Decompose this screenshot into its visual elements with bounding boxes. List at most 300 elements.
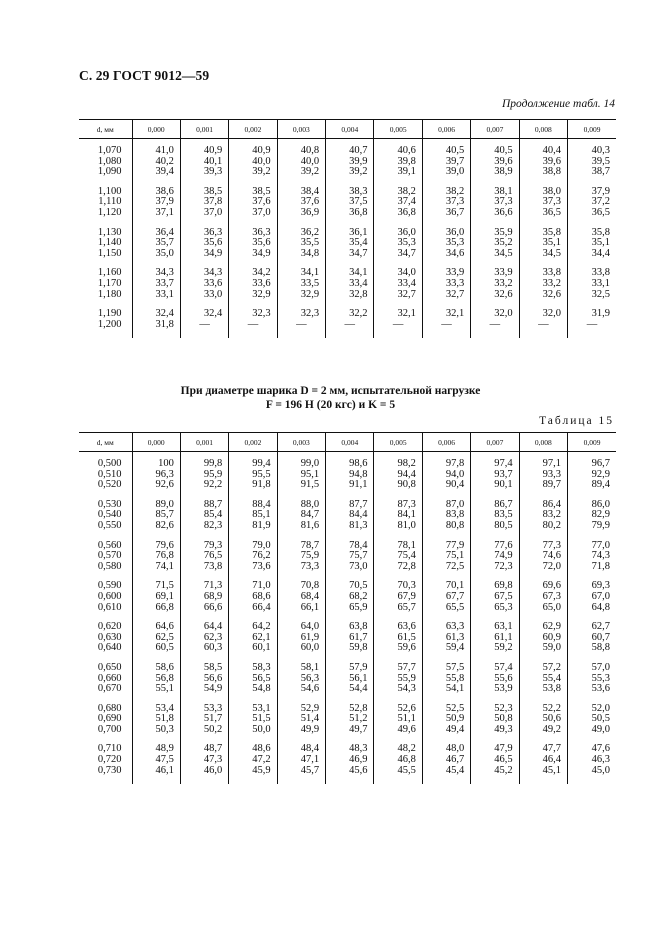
table-row xyxy=(79,178,616,198)
hardness-cell: 66,4 xyxy=(229,603,277,614)
hardness-cell: 48,3 xyxy=(326,735,374,755)
hardness-cell: 87,7 xyxy=(326,491,374,511)
hardness-cell: 35,9 xyxy=(471,219,519,239)
diameter-cell: 1,170 xyxy=(97,277,122,289)
hardness-cell: 40,3 xyxy=(568,139,616,157)
hardness-cell: 67,7 xyxy=(422,592,470,603)
table-row xyxy=(79,725,616,736)
hardness-cell: 54,1 xyxy=(422,684,470,695)
hardness-cell: 62,1 xyxy=(229,633,277,644)
hardness-cell: — xyxy=(374,320,422,339)
hardness-cell: 36,3 xyxy=(180,219,228,239)
hardness-cell: 58,8 xyxy=(568,643,616,654)
hardness-cell: 58,3 xyxy=(229,654,277,674)
hardness-cell: 66,6 xyxy=(180,603,228,614)
hardness-cell: 34,1 xyxy=(326,259,374,279)
hardness-cell: 32,8 xyxy=(326,290,374,301)
table-row xyxy=(79,452,616,470)
hardness-cell: 59,8 xyxy=(326,643,374,654)
hardness-cell: 38,8 xyxy=(519,167,567,178)
hardness-cell: 100 xyxy=(132,452,180,470)
table-row xyxy=(79,300,616,320)
column-header: 0,006 xyxy=(422,433,470,452)
hardness-cell: 35,3 xyxy=(422,238,470,249)
hardness-cell: 56,8 xyxy=(132,674,180,685)
column-header: 0,003 xyxy=(277,433,325,452)
hardness-cell: 67,0 xyxy=(568,592,616,603)
hardness-cell: 54,8 xyxy=(229,684,277,695)
hardness-cell: 50,9 xyxy=(422,714,470,725)
hardness-cell: 52,5 xyxy=(422,695,470,715)
hardness-cell: 61,9 xyxy=(277,633,325,644)
hardness-cell: 39,7 xyxy=(422,157,470,168)
hardness-cell: 34,0 xyxy=(374,259,422,279)
hardness-cell: 47,1 xyxy=(277,755,325,766)
column-header-diameter: d, мм xyxy=(79,433,132,452)
hardness-cell: 99,8 xyxy=(180,452,228,470)
hardness-cell: 39,6 xyxy=(519,157,567,168)
diameter-cell: 0,540 xyxy=(97,509,122,521)
hardness-cell: 65,9 xyxy=(326,603,374,614)
table-row xyxy=(79,603,616,614)
hardness-cell: 80,8 xyxy=(422,521,470,532)
table-row xyxy=(79,735,616,755)
hardness-cell: 88,0 xyxy=(277,491,325,511)
hardness-cell: 51,4 xyxy=(277,714,325,725)
hardness-cell: 47,5 xyxy=(132,755,180,766)
hardness-cell: 36,0 xyxy=(374,219,422,239)
hardness-cell: 61,5 xyxy=(374,633,422,644)
hardness-cell: 49,9 xyxy=(277,725,325,736)
hardness-cell: 74,6 xyxy=(519,551,567,562)
hardness-cell: 54,9 xyxy=(180,684,228,695)
hardness-cell: 76,2 xyxy=(229,551,277,562)
hardness-cell: 98,2 xyxy=(374,452,422,470)
hardness-cell: 78,1 xyxy=(374,532,422,552)
hardness-cell: 93,3 xyxy=(519,470,567,481)
hardness-cell: 40,8 xyxy=(277,139,325,157)
hardness-cell: 48,2 xyxy=(374,735,422,755)
page-header: С. 29 ГОСТ 9012—59 xyxy=(79,68,210,83)
column-header-diameter: d, мм xyxy=(79,120,132,139)
hardness-cell: 37,9 xyxy=(568,178,616,198)
hardness-cell: 37,2 xyxy=(568,197,616,208)
hardness-cell: 89,0 xyxy=(132,491,180,511)
hardness-cell: 34,4 xyxy=(568,249,616,260)
hardness-cell: 79,3 xyxy=(180,532,228,552)
hardness-cell: 73,6 xyxy=(229,562,277,573)
hardness-cell: — xyxy=(471,320,519,339)
hardness-cell: 46,1 xyxy=(132,766,180,785)
hardness-cell: 73,0 xyxy=(326,562,374,573)
hardness-cell: 36,2 xyxy=(277,219,325,239)
hardness-cell: 95,5 xyxy=(229,470,277,481)
hardness-table-14 xyxy=(79,119,616,338)
diameter-cell: 1,110 xyxy=(98,196,122,208)
table-row xyxy=(79,654,616,674)
hardness-cell: 39,2 xyxy=(229,167,277,178)
diameter-cell: 1,120 xyxy=(97,206,122,218)
table-row xyxy=(79,572,616,592)
hardness-cell: 97,1 xyxy=(519,452,567,470)
hardness-cell: 38,3 xyxy=(326,178,374,198)
hardness-cell: 49,2 xyxy=(519,725,567,736)
hardness-cell: 67,5 xyxy=(471,592,519,603)
hardness-cell: 40,0 xyxy=(277,157,325,168)
hardness-cell: 58,6 xyxy=(132,654,180,674)
column-header: 0,004 xyxy=(326,433,374,452)
hardness-cell: 39,5 xyxy=(568,157,616,168)
hardness-cell: 33,1 xyxy=(132,290,180,301)
hardness-cell: 88,4 xyxy=(229,491,277,511)
hardness-cell: 66,1 xyxy=(277,603,325,614)
hardness-cell: 62,7 xyxy=(568,613,616,633)
hardness-cell: 33,8 xyxy=(568,259,616,279)
hardness-cell: 92,6 xyxy=(132,480,180,491)
table-row xyxy=(79,290,616,301)
hardness-cell: 72,5 xyxy=(422,562,470,573)
hardness-cell: 91,8 xyxy=(229,480,277,491)
hardness-cell: 39,1 xyxy=(374,167,422,178)
hardness-cell: 57,9 xyxy=(326,654,374,674)
table-row xyxy=(79,139,616,157)
hardness-cell: 45,2 xyxy=(471,766,519,785)
hardness-cell: 55,8 xyxy=(422,674,470,685)
hardness-cell: 49,4 xyxy=(422,725,470,736)
hardness-cell: 39,2 xyxy=(326,167,374,178)
hardness-cell: 70,3 xyxy=(374,572,422,592)
hardness-cell: 86,4 xyxy=(519,491,567,511)
hardness-cell: 51,5 xyxy=(229,714,277,725)
table-row xyxy=(79,208,616,219)
hardness-cell: 38,2 xyxy=(374,178,422,198)
hardness-cell: 39,3 xyxy=(180,167,228,178)
hardness-cell: — xyxy=(229,320,277,339)
hardness-cell: 31,8 xyxy=(132,320,180,339)
hardness-cell: 33,4 xyxy=(374,279,422,290)
hardness-cell: 81,6 xyxy=(277,521,325,532)
hardness-cell: 74,1 xyxy=(132,562,180,573)
table-header-row xyxy=(79,433,616,452)
hardness-cell: 51,2 xyxy=(326,714,374,725)
hardness-cell: 50,5 xyxy=(568,714,616,725)
hardness-cell: 34,5 xyxy=(471,249,519,260)
hardness-cell: 33,2 xyxy=(519,279,567,290)
hardness-cell: 99,4 xyxy=(229,452,277,470)
hardness-cell: 72,3 xyxy=(471,562,519,573)
diameter-cell: 0,530 xyxy=(97,498,122,510)
hardness-cell: 57,2 xyxy=(519,654,567,674)
hardness-cell: 91,5 xyxy=(277,480,325,491)
hardness-cell: 36,0 xyxy=(422,219,470,239)
hardness-cell: 81,9 xyxy=(229,521,277,532)
table-row xyxy=(79,320,616,339)
hardness-cell: 57,7 xyxy=(374,654,422,674)
diameter-cell: 1,140 xyxy=(97,237,122,249)
hardness-cell: 56,5 xyxy=(229,674,277,685)
hardness-cell: 59,2 xyxy=(471,643,519,654)
diameter-cell: 0,620 xyxy=(97,621,122,633)
hardness-cell: 69,8 xyxy=(471,572,519,592)
hardness-cell: 33,6 xyxy=(229,279,277,290)
diameter-cell: 0,660 xyxy=(97,672,122,684)
hardness-cell: 90,4 xyxy=(422,480,470,491)
hardness-cell: 34,1 xyxy=(277,259,325,279)
hardness-cell: 61,3 xyxy=(422,633,470,644)
hardness-cell: 79,9 xyxy=(568,521,616,532)
diameter-cell: 0,560 xyxy=(97,539,122,551)
diameter-cell: 0,610 xyxy=(97,601,122,613)
hardness-cell: 97,8 xyxy=(422,452,470,470)
hardness-cell: 52,3 xyxy=(471,695,519,715)
hardness-cell: 89,4 xyxy=(568,480,616,491)
column-header: 0,009 xyxy=(568,433,616,452)
hardness-cell: 45,4 xyxy=(422,766,470,785)
hardness-cell: 58,1 xyxy=(277,654,325,674)
hardness-cell: 82,3 xyxy=(180,521,228,532)
hardness-cell: 65,5 xyxy=(422,603,470,614)
table-row xyxy=(79,532,616,552)
hardness-cell: 71,5 xyxy=(132,572,180,592)
hardness-cell: 61,1 xyxy=(471,633,519,644)
hardness-cell: 54,6 xyxy=(277,684,325,695)
hardness-cell: 66,8 xyxy=(132,603,180,614)
hardness-cell: 55,4 xyxy=(519,674,567,685)
hardness-cell: 39,0 xyxy=(422,167,470,178)
hardness-cell: 65,0 xyxy=(519,603,567,614)
hardness-cell: 80,5 xyxy=(471,521,519,532)
hardness-cell: 60,3 xyxy=(180,643,228,654)
hardness-cell: 76,8 xyxy=(132,551,180,562)
hardness-cell: 32,7 xyxy=(422,290,470,301)
hardness-cell: 39,8 xyxy=(374,157,422,168)
hardness-cell: 52,0 xyxy=(568,695,616,715)
continuation-note: Продолжение табл. 14 xyxy=(502,98,615,110)
diameter-cell: 0,630 xyxy=(97,631,122,643)
hardness-cell: 33,0 xyxy=(180,290,228,301)
hardness-cell: 60,0 xyxy=(277,643,325,654)
hardness-cell: 52,8 xyxy=(326,695,374,715)
hardness-cell: 61,7 xyxy=(326,633,374,644)
hardness-cell: 84,4 xyxy=(326,510,374,521)
hardness-cell: 54,4 xyxy=(326,684,374,695)
diameter-cell: 1,180 xyxy=(97,288,122,300)
diameter-cell: 0,640 xyxy=(97,642,122,654)
table-row xyxy=(79,684,616,695)
table-row xyxy=(79,219,616,239)
hardness-cell: 34,6 xyxy=(422,249,470,260)
hardness-cell: 38,2 xyxy=(422,178,470,198)
hardness-cell: 37,4 xyxy=(374,197,422,208)
hardness-cell: 33,8 xyxy=(519,259,567,279)
hardness-cell: 59,6 xyxy=(374,643,422,654)
hardness-cell: 50,8 xyxy=(471,714,519,725)
hardness-cell: 47,6 xyxy=(568,735,616,755)
hardness-cell: 77,6 xyxy=(471,532,519,552)
hardness-cell: 54,3 xyxy=(374,684,422,695)
hardness-cell: 64,6 xyxy=(132,613,180,633)
column-header: 0,008 xyxy=(519,120,567,139)
hardness-cell: 81,3 xyxy=(326,521,374,532)
column-header: 0,004 xyxy=(326,120,374,139)
hardness-cell: 52,9 xyxy=(277,695,325,715)
diameter-cell: 0,580 xyxy=(97,560,122,572)
hardness-cell: 71,8 xyxy=(568,562,616,573)
hardness-cell: 31,9 xyxy=(568,300,616,320)
hardness-cell: 99,0 xyxy=(277,452,325,470)
hardness-cell: 35,7 xyxy=(132,238,180,249)
hardness-cell: 32,0 xyxy=(471,300,519,320)
hardness-cell: 72,0 xyxy=(519,562,567,573)
hardness-cell: 45,0 xyxy=(568,766,616,785)
hardness-cell: 33,5 xyxy=(277,279,325,290)
hardness-cell: 38,5 xyxy=(180,178,228,198)
table-row xyxy=(79,562,616,573)
hardness-cell: 83,8 xyxy=(422,510,470,521)
hardness-cell: 32,4 xyxy=(132,300,180,320)
hardness-cell: 94,0 xyxy=(422,470,470,481)
diameter-cell: 1,150 xyxy=(97,247,122,259)
hardness-cell: 71,0 xyxy=(229,572,277,592)
hardness-cell: 37,1 xyxy=(132,208,180,219)
hardness-cell: 39,6 xyxy=(471,157,519,168)
table-row xyxy=(79,643,616,654)
hardness-cell: 87,0 xyxy=(422,491,470,511)
table-header-row xyxy=(79,120,616,139)
hardness-cell: 34,9 xyxy=(229,249,277,260)
column-header: 0,001 xyxy=(180,433,228,452)
hardness-cell: 75,4 xyxy=(374,551,422,562)
hardness-cell: 32,0 xyxy=(519,300,567,320)
hardness-cell: 63,1 xyxy=(471,613,519,633)
hardness-cell: 57,0 xyxy=(568,654,616,674)
hardness-cell: 85,1 xyxy=(229,510,277,521)
hardness-cell: 49,0 xyxy=(568,725,616,736)
hardness-cell: 34,3 xyxy=(180,259,228,279)
diameter-cell: 0,730 xyxy=(97,764,122,776)
diameter-cell: 0,720 xyxy=(97,754,122,766)
hardness-cell: 33,9 xyxy=(422,259,470,279)
hardness-cell: 41,0 xyxy=(132,139,180,157)
hardness-cell: 35,1 xyxy=(568,238,616,249)
hardness-cell: 90,8 xyxy=(374,480,422,491)
hardness-cell: 36,9 xyxy=(277,208,325,219)
hardness-cell: 40,6 xyxy=(374,139,422,157)
hardness-cell: 34,5 xyxy=(519,249,567,260)
hardness-cell: 60,5 xyxy=(132,643,180,654)
hardness-cell: 37,3 xyxy=(422,197,470,208)
hardness-cell: 40,5 xyxy=(422,139,470,157)
column-header: 0,000 xyxy=(132,433,180,452)
hardness-cell: 63,6 xyxy=(374,613,422,633)
hardness-cell: 69,1 xyxy=(132,592,180,603)
hardness-cell: 51,8 xyxy=(132,714,180,725)
diameter-cell: 1,080 xyxy=(97,155,122,167)
table-row xyxy=(79,613,616,633)
hardness-cell: 65,3 xyxy=(471,603,519,614)
hardness-cell: 35,8 xyxy=(519,219,567,239)
hardness-cell: 34,9 xyxy=(180,249,228,260)
hardness-cell: 40,9 xyxy=(229,139,277,157)
hardness-cell: 94,4 xyxy=(374,470,422,481)
column-header: 0,007 xyxy=(471,120,519,139)
hardness-cell: 34,8 xyxy=(277,249,325,260)
diameter-cell: 1,070 xyxy=(97,145,122,156)
hardness-cell: 95,9 xyxy=(180,470,228,481)
hardness-cell: 32,7 xyxy=(374,290,422,301)
hardness-cell: 84,7 xyxy=(277,510,325,521)
hardness-cell: 45,6 xyxy=(326,766,374,785)
column-header: 0,009 xyxy=(568,120,616,139)
hardness-cell: 36,3 xyxy=(229,219,277,239)
hardness-cell: 62,3 xyxy=(180,633,228,644)
hardness-cell: 36,8 xyxy=(326,208,374,219)
hardness-cell: 73,8 xyxy=(180,562,228,573)
hardness-cell: 82,9 xyxy=(568,510,616,521)
hardness-cell: 47,3 xyxy=(180,755,228,766)
diameter-cell: 0,500 xyxy=(97,458,122,469)
hardness-cell: 48,0 xyxy=(422,735,470,755)
hardness-cell: 37,6 xyxy=(277,197,325,208)
hardness-cell: 32,2 xyxy=(326,300,374,320)
hardness-cell: 91,1 xyxy=(326,480,374,491)
column-header: 0,005 xyxy=(374,120,422,139)
hardness-cell: 35,1 xyxy=(519,238,567,249)
hardness-cell: 38,6 xyxy=(132,178,180,198)
hardness-cell: 32,6 xyxy=(519,290,567,301)
diameter-cell: 1,090 xyxy=(97,166,122,178)
hardness-cell: 53,6 xyxy=(568,684,616,695)
table-15-subtitle-line-2: F = 196 Н (20 кгс) и K = 5 xyxy=(265,399,396,411)
hardness-cell: 35,5 xyxy=(277,238,325,249)
hardness-cell: 46,8 xyxy=(374,755,422,766)
hardness-cell: — xyxy=(422,320,470,339)
hardness-cell: 72,8 xyxy=(374,562,422,573)
hardness-cell: 32,4 xyxy=(180,300,228,320)
hardness-cell: 46,5 xyxy=(471,755,519,766)
hardness-cell: 37,0 xyxy=(229,208,277,219)
hardness-cell: 33,3 xyxy=(422,279,470,290)
hardness-cell: 53,9 xyxy=(471,684,519,695)
hardness-cell: 63,8 xyxy=(326,613,374,633)
hardness-cell: 76,5 xyxy=(180,551,228,562)
diameter-cell: 1,130 xyxy=(97,226,122,238)
hardness-cell: 38,0 xyxy=(519,178,567,198)
hardness-cell: 78,4 xyxy=(326,532,374,552)
hardness-cell: 50,0 xyxy=(229,725,277,736)
hardness-cell: 96,7 xyxy=(568,452,616,470)
hardness-cell: 80,2 xyxy=(519,521,567,532)
hardness-cell: 46,9 xyxy=(326,755,374,766)
hardness-cell: 47,2 xyxy=(229,755,277,766)
table-15-label: Таблица 15 xyxy=(539,415,614,427)
hardness-cell: 75,1 xyxy=(422,551,470,562)
hardness-cell: 58,5 xyxy=(180,654,228,674)
hardness-cell: 32,6 xyxy=(471,290,519,301)
hardness-cell: 93,7 xyxy=(471,470,519,481)
hardness-cell: 40,1 xyxy=(180,157,228,168)
hardness-cell: 45,7 xyxy=(277,766,325,785)
hardness-cell: 71,3 xyxy=(180,572,228,592)
hardness-cell: 75,9 xyxy=(277,551,325,562)
hardness-cell: 50,3 xyxy=(132,725,180,736)
hardness-cell: 35,4 xyxy=(326,238,374,249)
hardness-cell: 85,4 xyxy=(180,510,228,521)
hardness-cell: 35,6 xyxy=(229,238,277,249)
hardness-cell: 69,3 xyxy=(568,572,616,592)
hardness-cell: 46,0 xyxy=(180,766,228,785)
hardness-cell: 35,2 xyxy=(471,238,519,249)
